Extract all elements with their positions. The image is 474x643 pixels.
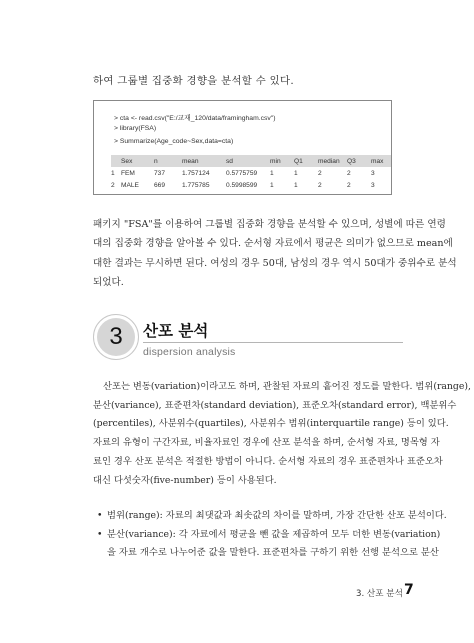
- table-cell: 1.757124: [182, 169, 210, 177]
- header-cell: median: [318, 157, 340, 165]
- list-item-text: 을 자료 개수로 나누어준 값을 말한다. 표준편차를 구하기 위한 선행 분석으로 분산: [107, 547, 439, 559]
- dispersion-paragraph: [93, 378, 471, 490]
- table-cell: 669: [154, 181, 166, 189]
- section-number-badge: 3: [97, 318, 135, 356]
- bullet-dot: •: [97, 510, 103, 521]
- page-number: 7: [404, 582, 414, 598]
- header-cell: Q1: [294, 157, 303, 165]
- header-cell: n: [154, 157, 158, 165]
- header-cell: max: [371, 157, 384, 165]
- code-line: > Summarize(Age_code~Sex,data=cta): [114, 138, 234, 145]
- paragraph-line: 대의 집중화 경향을 알아볼 수 있다. 순서형 자료에서 평균은 의미가 없으므로 mean에: [93, 238, 453, 250]
- table-cell: 2: [318, 181, 322, 189]
- running-footer-title: 3. 산포 분석: [356, 589, 403, 599]
- paragraph-line: 산포는 변동(variation)이라고도 하며, 관찰된 자료의 흩어진 정도를 말한다. 범위(range),: [103, 381, 471, 392]
- paragraph-line: 자료의 유형이 구간자료, 비율자료인 경우에 산포 분석을 하며, 순서형 자료, 명목형 자: [93, 437, 440, 449]
- table-cell: 2: [111, 181, 115, 189]
- table-row: [111, 167, 391, 179]
- section-subtitle: dispersion analysis: [143, 346, 236, 358]
- paragraph-line: 대한 결과는 무시하면 된다. 여성의 경우 50대, 남성의 경우 역시 50대가 중위수로 분석: [93, 257, 457, 269]
- table-cell: 0.5775759: [226, 169, 258, 177]
- table-cell: 3: [371, 181, 375, 189]
- explanation-paragraph: [93, 215, 457, 292]
- list-item: [93, 507, 447, 526]
- table-cell: 737: [154, 169, 166, 177]
- table-cell: 1: [294, 181, 298, 189]
- table-cell: 3: [371, 169, 375, 177]
- intro-text: 하여 그룹별 집중화 경향을 분석할 수 있다.: [93, 75, 294, 87]
- paragraph-line: 료인 경우 산포 분석은 적절한 방법이 아니다. 순서형 자료의 경우 표준편차나 표준오차: [93, 455, 443, 467]
- list-item: [93, 526, 441, 563]
- table-header-row: [111, 155, 391, 167]
- paragraph-line: 되었다.: [93, 276, 124, 288]
- table-cell: 1: [111, 169, 115, 177]
- list-item-text: 범위(range): 자료의 최댓값과 최솟값의 차이를 말하며, 가장 간단한 산포 분석이다.: [107, 510, 447, 521]
- section-title: 산포 분석: [143, 322, 209, 340]
- table-cell: 2: [347, 169, 351, 177]
- list-item-text: 분산(variance): 각 자료에서 평균을 뺀 값을 제곱하여 모두 더한 변동(variation): [107, 528, 441, 540]
- header-cell: [111, 155, 121, 167]
- table-cell: 1: [270, 169, 274, 177]
- table-cell: MALE: [121, 181, 139, 189]
- bullet-list: [93, 507, 447, 563]
- table-cell: 0.5998599: [226, 181, 258, 189]
- paragraph-line: 패키지 "FSA"를 이용하여 그룹별 집중화 경향을 분석할 수 있으며, 성별에 따른 연령: [93, 219, 446, 230]
- table-cell: 1: [294, 169, 298, 177]
- header-cell: Sex: [121, 157, 133, 165]
- code-line: > library(FSA): [114, 125, 157, 132]
- table-cell: 2: [347, 181, 351, 189]
- header-cell: min: [270, 157, 281, 165]
- paragraph-line: (percentiles), 사분위수(quartiles), 사분위수 범위(interquartile range) 등이 있다.: [93, 418, 449, 430]
- paragraph-line: 분산(variance), 표준편차(standard deviation), 표준오차(standard error), 백분위수: [93, 399, 457, 411]
- header-cell: sd: [226, 157, 233, 165]
- header-cell: mean: [182, 157, 199, 165]
- table-row: [111, 179, 391, 191]
- header-cell: Q3: [347, 157, 356, 165]
- summary-output-table: [111, 155, 391, 191]
- table-cell: FEM: [121, 169, 135, 177]
- bullet-dot: •: [97, 528, 103, 540]
- table-cell: 2: [318, 169, 322, 177]
- code-line: > cta <- read.csv("E:/교재_120/data/framingham.csv"): [114, 115, 276, 122]
- paragraph-line: 대신 다섯숫자(five-number) 등이 사용된다.: [93, 474, 277, 486]
- table-cell: 1: [270, 181, 274, 189]
- section-divider: [143, 342, 403, 343]
- table-cell: 1.775785: [182, 181, 210, 189]
- r-code-box: [93, 100, 392, 195]
